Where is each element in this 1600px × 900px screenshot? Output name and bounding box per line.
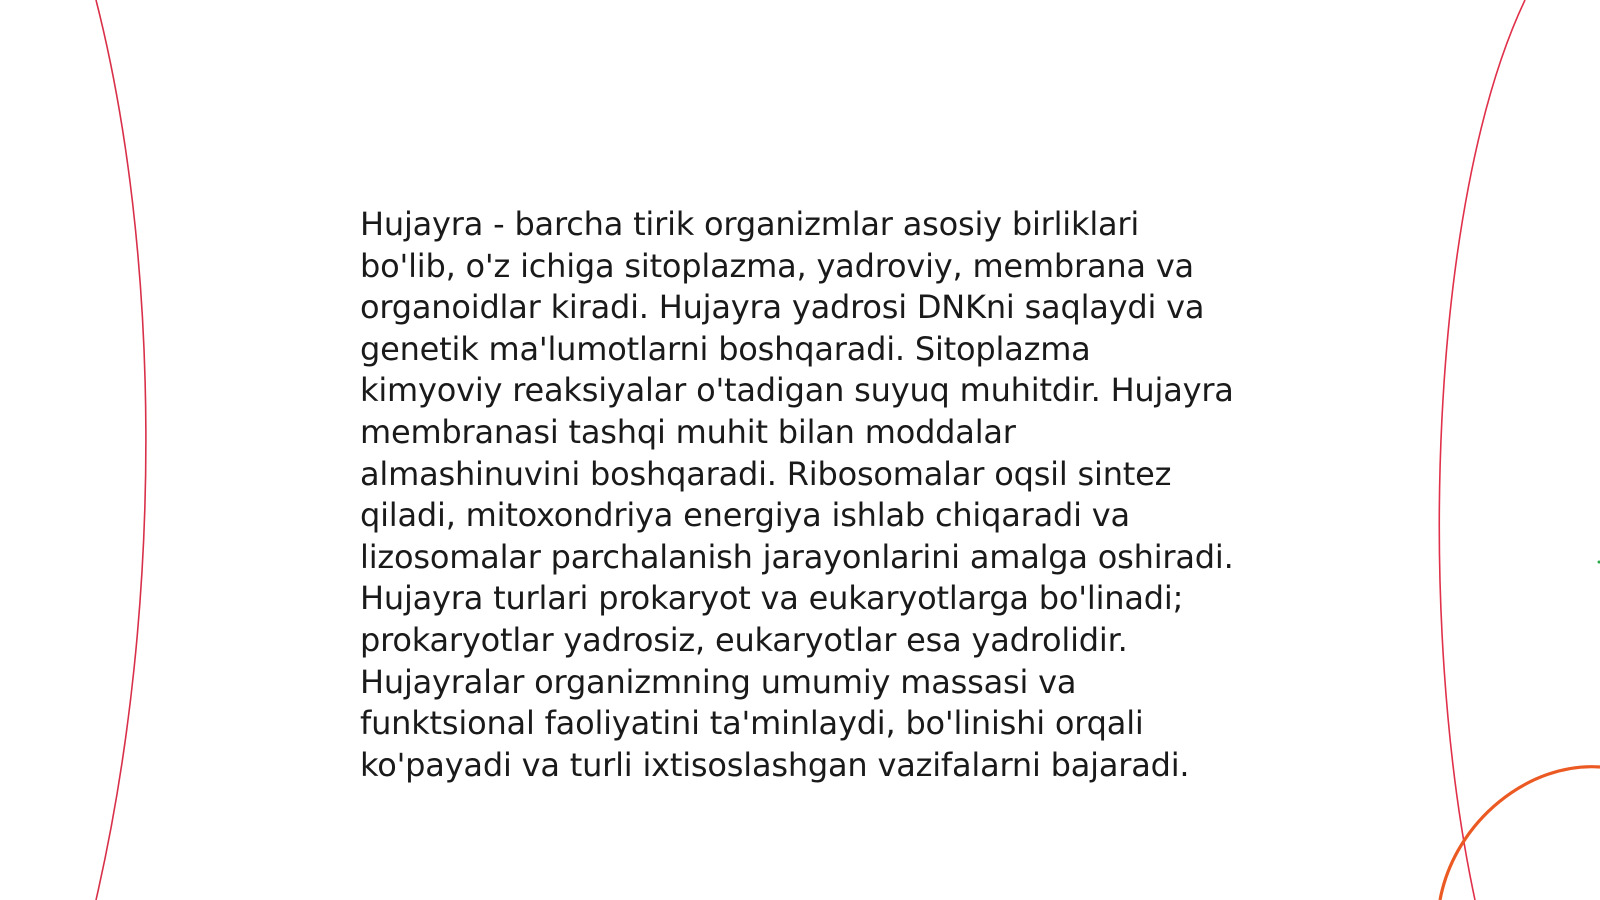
slide-body-text: Hujayra - barcha tirik organizmlar asosiy birliklari bo'lib, o'z ichiga sitoplazma, yadroviy, membrana va organoidlar kiradi. Hujayra yadrosi DNKni saqlaydi va genetik ma'lumotlarni boshqaradi. Sitoplazma kimyoviy reaksiyalar o'tadigan suyuq muhitdir. Hujayra membranasi tashqi muhit bilan moddalar almashinuvini boshqaradi. Ribosomalar oqsil sintez qiladi, mitoxondriya energiya ishlab chiqaradi va lizosomalar parchalanish jarayonlarini amalga oshiradi. Hujayra turlari prokaryot va eukaryotlarga bo'linadi; prokaryotlar yadrosiz, eukaryotlar esa yadrolidir. Hujayralar organizmning umumiy massasi va funktsional faoliyatini ta'minlaydi, bo'linishi orqali ko'payadi va turli ixtisoslashgan vazifalarni bajaradi.: [360, 205, 1234, 784]
left-curve-decoration: [96, 0, 146, 900]
right-curve-decoration: [1439, 0, 1525, 900]
corner-arc-decoration: [1440, 767, 1600, 900]
